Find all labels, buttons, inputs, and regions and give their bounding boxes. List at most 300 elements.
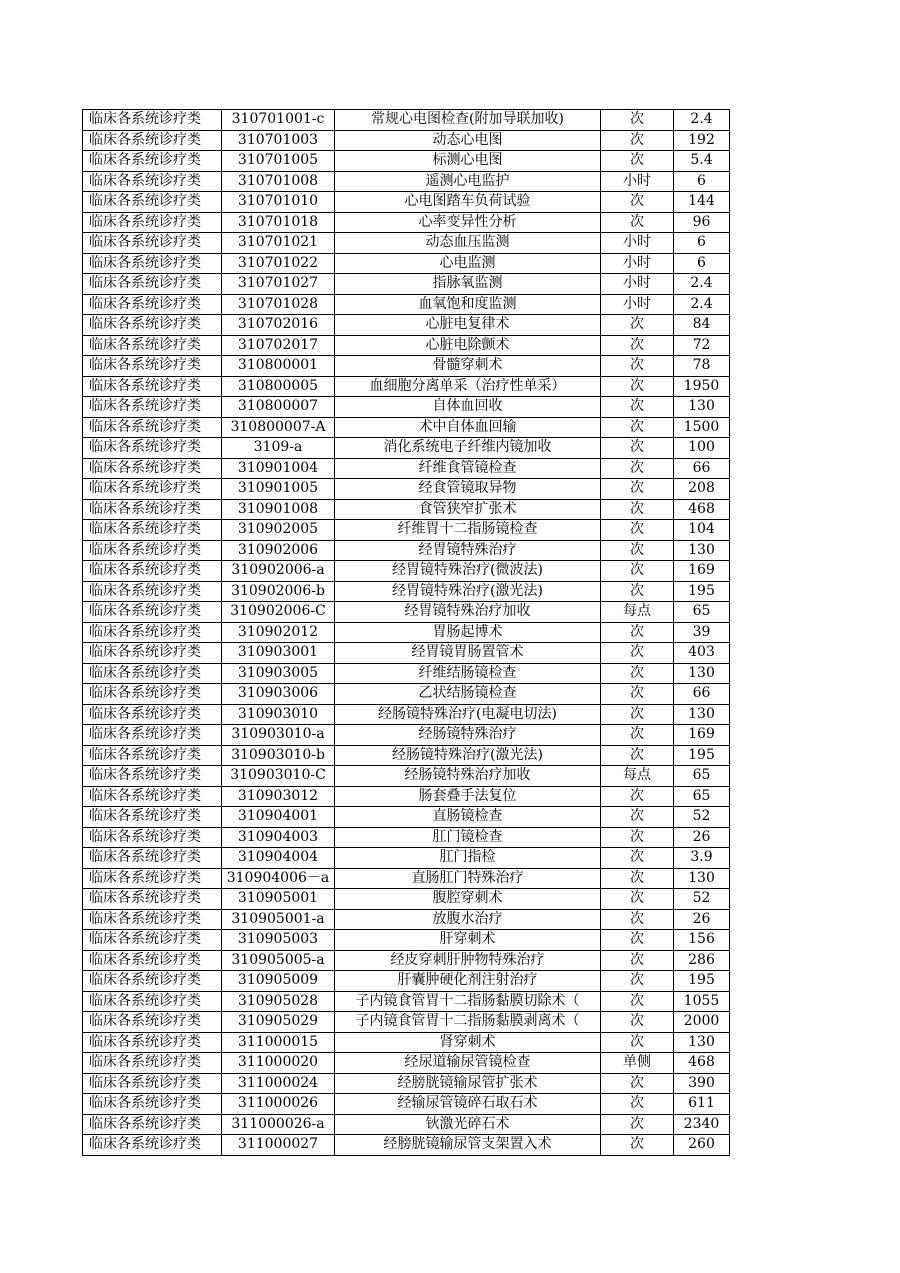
category-cell: 临床各系统诊疗类	[83, 991, 222, 1012]
category-cell: 临床各系统诊疗类	[83, 192, 222, 213]
item-code-cell: 310701001-c	[222, 110, 335, 131]
price-cell: 208	[674, 479, 730, 500]
item-code-cell: 311000020	[222, 1053, 335, 1074]
item-name-cell: 直肠肛门特殊治疗	[335, 868, 601, 889]
item-name-cell: 经膀胱镜输尿管支架置入术	[335, 1135, 601, 1156]
item-code-cell: 310901004	[222, 458, 335, 479]
item-name-cell: 消化系统电子纤维内镜加收	[335, 438, 601, 459]
item-code-cell: 310901008	[222, 499, 335, 520]
item-name-cell: 肛门镜检查	[335, 827, 601, 848]
price-cell: 195	[674, 745, 730, 766]
table-row	[83, 950, 730, 971]
item-code-cell: 310903001	[222, 643, 335, 664]
unit-cell: 次	[601, 950, 674, 971]
unit-cell: 次	[601, 458, 674, 479]
category-cell: 临床各系统诊疗类	[83, 356, 222, 377]
category-cell: 临床各系统诊疗类	[83, 274, 222, 295]
price-cell: 286	[674, 950, 730, 971]
item-name-cell: 纤维胃十二指肠镜检查	[335, 520, 601, 541]
price-cell: 390	[674, 1073, 730, 1094]
item-name-cell: 标测心电图	[335, 151, 601, 172]
item-name-cell: 常规心电图检查(附加导联加收)	[335, 110, 601, 131]
price-cell: 1055	[674, 991, 730, 1012]
table-row	[83, 540, 730, 561]
item-code-cell: 310903010-C	[222, 766, 335, 787]
price-cell: 169	[674, 561, 730, 582]
item-code-cell: 310905001-a	[222, 909, 335, 930]
category-cell: 临床各系统诊疗类	[83, 1094, 222, 1115]
item-name-cell: 经膀胱镜输尿管扩张术	[335, 1073, 601, 1094]
item-code-cell: 310904003	[222, 827, 335, 848]
item-name-cell: 经尿道输尿管镜检查	[335, 1053, 601, 1074]
unit-cell: 次	[601, 520, 674, 541]
item-name-cell: 经胃镜特殊治疗(激光法)	[335, 581, 601, 602]
price-cell: 144	[674, 192, 730, 213]
category-cell: 临床各系统诊疗类	[83, 233, 222, 254]
category-cell: 临床各系统诊疗类	[83, 171, 222, 192]
table-row	[83, 745, 730, 766]
category-cell: 临床各系统诊疗类	[83, 540, 222, 561]
item-name-cell: 纤维食管镜检查	[335, 458, 601, 479]
category-cell: 临床各系统诊疗类	[83, 663, 222, 684]
price-cell: 78	[674, 356, 730, 377]
item-name-cell: 血细胞分离单采（治疗性单采）	[335, 376, 601, 397]
item-code-cell: 310902006	[222, 540, 335, 561]
item-name-cell: 经胃镜特殊治疗(微波法)	[335, 561, 601, 582]
price-cell: 156	[674, 930, 730, 951]
unit-cell: 次	[601, 643, 674, 664]
item-code-cell: 310905029	[222, 1012, 335, 1033]
category-cell: 临床各系统诊疗类	[83, 684, 222, 705]
price-cell: 2340	[674, 1114, 730, 1135]
price-cell: 130	[674, 540, 730, 561]
item-name-cell: 经输尿管镜碎石取石术	[335, 1094, 601, 1115]
item-code-cell: 310701027	[222, 274, 335, 295]
category-cell: 临床各系统诊疗类	[83, 458, 222, 479]
category-cell: 临床各系统诊疗类	[83, 909, 222, 930]
unit-cell: 次	[601, 868, 674, 889]
table-row	[83, 1053, 730, 1074]
price-cell: 104	[674, 520, 730, 541]
category-cell: 临床各系统诊疗类	[83, 704, 222, 725]
item-code-cell: 310902012	[222, 622, 335, 643]
unit-cell: 次	[601, 130, 674, 151]
category-cell: 临床各系统诊疗类	[83, 1114, 222, 1135]
price-cell: 5.4	[674, 151, 730, 172]
category-cell: 临床各系统诊疗类	[83, 335, 222, 356]
item-code-cell: 310902006-C	[222, 602, 335, 623]
price-cell: 195	[674, 971, 730, 992]
item-code-cell: 310904006－a	[222, 868, 335, 889]
unit-cell: 次	[601, 335, 674, 356]
price-cell: 52	[674, 807, 730, 828]
unit-cell: 次	[601, 786, 674, 807]
item-code-cell: 310905028	[222, 991, 335, 1012]
table-row	[83, 458, 730, 479]
item-name-cell: 放腹水治疗	[335, 909, 601, 930]
price-cell: 65	[674, 766, 730, 787]
unit-cell: 次	[601, 1135, 674, 1156]
unit-cell: 次	[601, 561, 674, 582]
item-code-cell: 310902006-b	[222, 581, 335, 602]
category-cell: 临床各系统诊疗类	[83, 315, 222, 336]
price-cell: 130	[674, 704, 730, 725]
item-code-cell: 311000027	[222, 1135, 335, 1156]
table-row	[83, 561, 730, 582]
item-code-cell: 311000026	[222, 1094, 335, 1115]
category-cell: 临床各系统诊疗类	[83, 725, 222, 746]
item-code-cell: 311000026-a	[222, 1114, 335, 1135]
item-name-cell: 肾穿刺术	[335, 1032, 601, 1053]
unit-cell: 每点	[601, 766, 674, 787]
table-row	[83, 663, 730, 684]
unit-cell: 次	[601, 417, 674, 438]
price-cell: 6	[674, 233, 730, 254]
price-cell: 130	[674, 663, 730, 684]
item-name-cell: 腹腔穿刺术	[335, 889, 601, 910]
price-cell: 26	[674, 827, 730, 848]
price-cell: 72	[674, 335, 730, 356]
price-cell: 403	[674, 643, 730, 664]
unit-cell: 次	[601, 622, 674, 643]
item-name-cell: 心电监测	[335, 253, 601, 274]
category-cell: 临床各系统诊疗类	[83, 499, 222, 520]
item-code-cell: 310701008	[222, 171, 335, 192]
category-cell: 临床各系统诊疗类	[83, 151, 222, 172]
item-name-cell: 纤维结肠镜检查	[335, 663, 601, 684]
table-row	[83, 991, 730, 1012]
item-code-cell: 310903012	[222, 786, 335, 807]
item-name-cell: 经胃镜胃肠置管术	[335, 643, 601, 664]
item-name-cell: 肝囊肿硬化剂注射治疗	[335, 971, 601, 992]
table-row	[83, 766, 730, 787]
item-code-cell: 310701003	[222, 130, 335, 151]
category-cell: 临床各系统诊疗类	[83, 1053, 222, 1074]
unit-cell: 次	[601, 192, 674, 213]
table-row	[83, 848, 730, 869]
table-row	[83, 499, 730, 520]
item-code-cell: 310905003	[222, 930, 335, 951]
unit-cell: 次	[601, 540, 674, 561]
price-cell: 611	[674, 1094, 730, 1115]
unit-cell: 次	[601, 848, 674, 869]
unit-cell: 次	[601, 807, 674, 828]
unit-cell: 小时	[601, 171, 674, 192]
item-name-cell: 心电图踏车负荷试验	[335, 192, 601, 213]
unit-cell: 次	[601, 1114, 674, 1135]
table-row	[83, 335, 730, 356]
table-row	[83, 212, 730, 233]
item-code-cell: 310701022	[222, 253, 335, 274]
price-cell: 1500	[674, 417, 730, 438]
price-cell: 468	[674, 1053, 730, 1074]
item-code-cell: 310701021	[222, 233, 335, 254]
item-code-cell: 310800001	[222, 356, 335, 377]
item-code-cell: 310901005	[222, 479, 335, 500]
item-code-cell: 310701018	[222, 212, 335, 233]
table-row	[83, 1114, 730, 1135]
unit-cell: 每点	[601, 602, 674, 623]
item-name-cell: 肝穿刺术	[335, 930, 601, 951]
unit-cell: 次	[601, 684, 674, 705]
table-row	[83, 417, 730, 438]
item-code-cell: 310903005	[222, 663, 335, 684]
table-body	[83, 110, 730, 1156]
table-row	[83, 827, 730, 848]
table-row	[83, 233, 730, 254]
item-name-cell: 经肠镜特殊治疗	[335, 725, 601, 746]
unit-cell: 次	[601, 438, 674, 459]
category-cell: 临床各系统诊疗类	[83, 212, 222, 233]
table-row	[83, 1094, 730, 1115]
unit-cell: 次	[601, 991, 674, 1012]
table-row	[83, 889, 730, 910]
unit-cell: 次	[601, 581, 674, 602]
unit-cell: 次	[601, 889, 674, 910]
item-code-cell: 310800007	[222, 397, 335, 418]
table-row	[83, 1135, 730, 1156]
category-cell: 临床各系统诊疗类	[83, 1032, 222, 1053]
unit-cell: 小时	[601, 253, 674, 274]
table-row	[83, 1073, 730, 1094]
category-cell: 临床各系统诊疗类	[83, 1073, 222, 1094]
item-name-cell: 骨髓穿刺术	[335, 356, 601, 377]
table-row	[83, 376, 730, 397]
category-cell: 临床各系统诊疗类	[83, 581, 222, 602]
item-code-cell: 310905001	[222, 889, 335, 910]
item-name-cell: 食管狭窄扩张术	[335, 499, 601, 520]
category-cell: 临床各系统诊疗类	[83, 745, 222, 766]
table-row	[83, 643, 730, 664]
item-code-cell: 310903010-b	[222, 745, 335, 766]
category-cell: 临床各系统诊疗类	[83, 1135, 222, 1156]
price-cell: 130	[674, 868, 730, 889]
table-row	[83, 520, 730, 541]
unit-cell: 次	[601, 1032, 674, 1053]
price-cell: 66	[674, 458, 730, 479]
table-row	[83, 725, 730, 746]
unit-cell: 次	[601, 315, 674, 336]
category-cell: 临床各系统诊疗类	[83, 1012, 222, 1033]
category-cell: 临床各系统诊疗类	[83, 110, 222, 131]
table-row	[83, 909, 730, 930]
unit-cell: 单侧	[601, 1053, 674, 1074]
price-cell: 66	[674, 684, 730, 705]
item-name-cell: 心脏电除颤术	[335, 335, 601, 356]
price-cell: 195	[674, 581, 730, 602]
category-cell: 临床各系统诊疗类	[83, 889, 222, 910]
unit-cell: 次	[601, 479, 674, 500]
unit-cell: 次	[601, 971, 674, 992]
item-code-cell: 310904001	[222, 807, 335, 828]
item-name-cell: 术中自体血回输	[335, 417, 601, 438]
category-cell: 临床各系统诊疗类	[83, 602, 222, 623]
item-name-cell: 经食管镜取异物	[335, 479, 601, 500]
table-row	[83, 807, 730, 828]
category-cell: 临床各系统诊疗类	[83, 479, 222, 500]
price-cell: 169	[674, 725, 730, 746]
item-code-cell: 311000015	[222, 1032, 335, 1053]
category-cell: 临床各系统诊疗类	[83, 930, 222, 951]
category-cell: 临床各系统诊疗类	[83, 397, 222, 418]
table-row	[83, 581, 730, 602]
item-code-cell: 310902005	[222, 520, 335, 541]
item-name-cell: 胃肠起博术	[335, 622, 601, 643]
table-row	[83, 294, 730, 315]
table-row	[83, 622, 730, 643]
item-name-cell: 经胃镜特殊治疗	[335, 540, 601, 561]
item-name-cell: 经皮穿刺肝肿物特殊治疗	[335, 950, 601, 971]
item-name-cell: 自体血回收	[335, 397, 601, 418]
item-name-cell: 心脏电复律术	[335, 315, 601, 336]
price-cell: 52	[674, 889, 730, 910]
item-code-cell: 3109-a	[222, 438, 335, 459]
price-cell: 2.4	[674, 274, 730, 295]
item-code-cell: 310903010	[222, 704, 335, 725]
price-cell: 2.4	[674, 110, 730, 131]
price-cell: 84	[674, 315, 730, 336]
category-cell: 临床各系统诊疗类	[83, 438, 222, 459]
unit-cell: 次	[601, 376, 674, 397]
price-cell: 3.9	[674, 848, 730, 869]
price-cell: 65	[674, 602, 730, 623]
item-name-cell: 子内镜食管胃十二指肠黏膜剥离术（	[335, 1012, 601, 1033]
category-cell: 临床各系统诊疗类	[83, 827, 222, 848]
price-cell: 39	[674, 622, 730, 643]
price-cell: 130	[674, 1032, 730, 1053]
price-cell: 1950	[674, 376, 730, 397]
unit-cell: 次	[601, 704, 674, 725]
category-cell: 临床各系统诊疗类	[83, 622, 222, 643]
unit-cell: 次	[601, 827, 674, 848]
table-row	[83, 171, 730, 192]
item-name-cell: 子内镜食管胃十二指肠黏膜切除术（	[335, 991, 601, 1012]
table-row	[83, 438, 730, 459]
item-code-cell: 310800005	[222, 376, 335, 397]
price-cell: 26	[674, 909, 730, 930]
category-cell: 临床各系统诊疗类	[83, 766, 222, 787]
table-row	[83, 192, 730, 213]
unit-cell: 次	[601, 499, 674, 520]
item-name-cell: 遥测心电监护	[335, 171, 601, 192]
price-cell: 65	[674, 786, 730, 807]
category-cell: 临床各系统诊疗类	[83, 971, 222, 992]
price-cell: 468	[674, 499, 730, 520]
unit-cell: 次	[601, 909, 674, 930]
item-code-cell: 311000024	[222, 1073, 335, 1094]
category-cell: 临床各系统诊疗类	[83, 294, 222, 315]
price-cell: 192	[674, 130, 730, 151]
category-cell: 临床各系统诊疗类	[83, 520, 222, 541]
item-name-cell: 动态心电图	[335, 130, 601, 151]
category-cell: 临床各系统诊疗类	[83, 950, 222, 971]
category-cell: 临床各系统诊疗类	[83, 807, 222, 828]
unit-cell: 次	[601, 745, 674, 766]
item-name-cell: 心率变异性分析	[335, 212, 601, 233]
item-name-cell: 经肠镜特殊治疗(激光法)	[335, 745, 601, 766]
table-row	[83, 786, 730, 807]
table-row	[83, 479, 730, 500]
item-code-cell: 310702017	[222, 335, 335, 356]
item-name-cell: 血氧饱和度监测	[335, 294, 601, 315]
category-cell: 临床各系统诊疗类	[83, 376, 222, 397]
price-cell: 6	[674, 171, 730, 192]
table-row	[83, 684, 730, 705]
price-cell: 130	[674, 397, 730, 418]
unit-cell: 小时	[601, 233, 674, 254]
price-cell: 2000	[674, 1012, 730, 1033]
table-row	[83, 151, 730, 172]
unit-cell: 次	[601, 212, 674, 233]
unit-cell: 次	[601, 663, 674, 684]
table-row	[83, 130, 730, 151]
price-cell: 2.4	[674, 294, 730, 315]
item-name-cell: 经肠镜特殊治疗(电凝电切法)	[335, 704, 601, 725]
table-row	[83, 930, 730, 951]
item-name-cell: 指脉氧监测	[335, 274, 601, 295]
unit-cell: 次	[601, 110, 674, 131]
unit-cell: 次	[601, 1073, 674, 1094]
price-cell: 6	[674, 253, 730, 274]
item-name-cell: 肛门指检	[335, 848, 601, 869]
table-row	[83, 253, 730, 274]
table-row	[83, 356, 730, 377]
item-code-cell: 310800007-A	[222, 417, 335, 438]
category-cell: 临床各系统诊疗类	[83, 868, 222, 889]
item-code-cell: 310905005-a	[222, 950, 335, 971]
item-name-cell: 乙状结肠镜检查	[335, 684, 601, 705]
category-cell: 临床各系统诊疗类	[83, 643, 222, 664]
category-cell: 临床各系统诊疗类	[83, 253, 222, 274]
table-row	[83, 704, 730, 725]
table-row	[83, 971, 730, 992]
item-name-cell: 钬激光碎石术	[335, 1114, 601, 1135]
category-cell: 临床各系统诊疗类	[83, 561, 222, 582]
category-cell: 临床各系统诊疗类	[83, 848, 222, 869]
price-cell: 100	[674, 438, 730, 459]
unit-cell: 小时	[601, 294, 674, 315]
item-code-cell: 310903010-a	[222, 725, 335, 746]
category-cell: 临床各系统诊疗类	[83, 417, 222, 438]
item-code-cell: 310903006	[222, 684, 335, 705]
item-name-cell: 肠套叠手法复位	[335, 786, 601, 807]
item-name-cell: 经胃镜特殊治疗加收	[335, 602, 601, 623]
item-name-cell: 动态血压监测	[335, 233, 601, 254]
item-code-cell: 310902006-a	[222, 561, 335, 582]
unit-cell: 次	[601, 930, 674, 951]
unit-cell: 次	[601, 151, 674, 172]
table-row	[83, 110, 730, 131]
unit-cell: 次	[601, 397, 674, 418]
table-row	[83, 602, 730, 623]
item-code-cell: 310905009	[222, 971, 335, 992]
item-code-cell: 310904004	[222, 848, 335, 869]
item-code-cell: 310702016	[222, 315, 335, 336]
item-name-cell: 直肠镜检查	[335, 807, 601, 828]
item-code-cell: 310701005	[222, 151, 335, 172]
unit-cell: 次	[601, 356, 674, 377]
table-row	[83, 315, 730, 336]
fee-schedule-table	[82, 109, 730, 1156]
table-row	[83, 274, 730, 295]
unit-cell: 次	[601, 1012, 674, 1033]
table-row	[83, 1012, 730, 1033]
category-cell: 临床各系统诊疗类	[83, 786, 222, 807]
item-code-cell: 310701028	[222, 294, 335, 315]
table-row	[83, 1032, 730, 1053]
table-row	[83, 397, 730, 418]
table-row	[83, 868, 730, 889]
